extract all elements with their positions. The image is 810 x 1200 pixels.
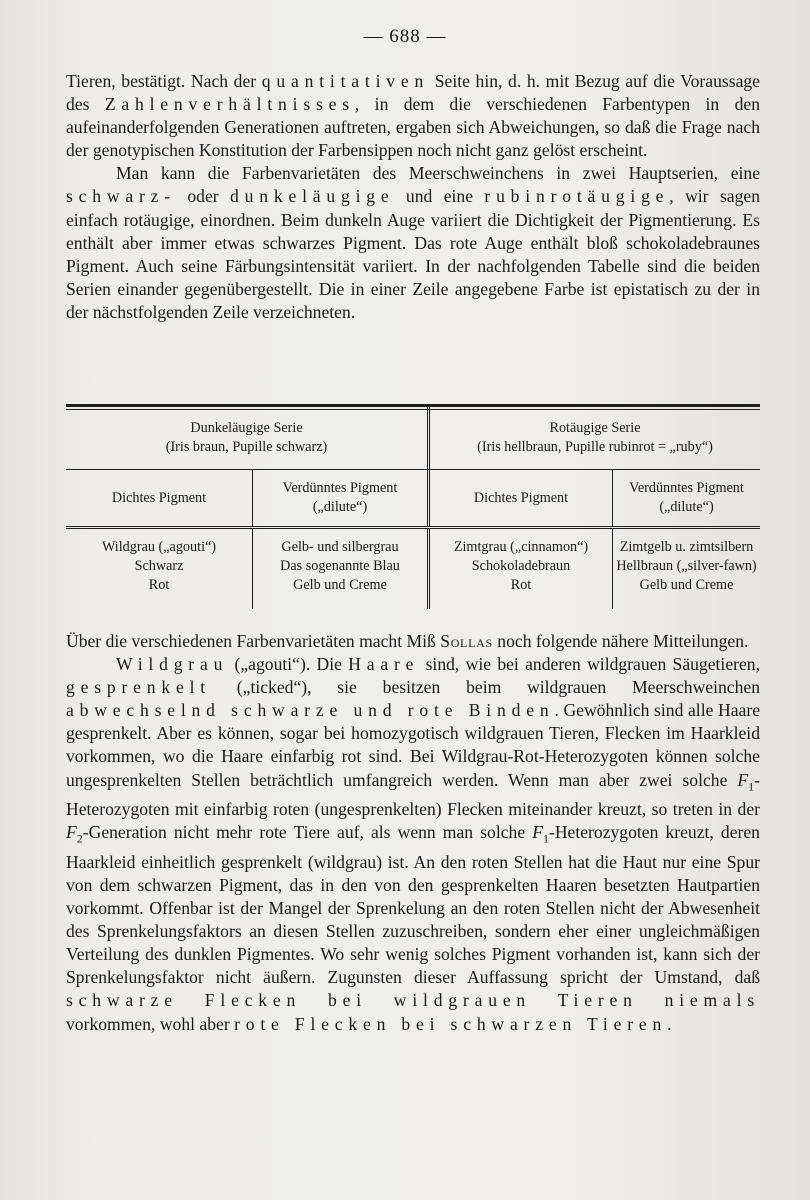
spaced-emphasis: schwarz- — [66, 186, 176, 207]
series-title: Rotäugige Serie — [549, 420, 641, 436]
paragraph — [66, 630, 760, 653]
subscript: 1 — [748, 779, 755, 794]
text-run: vorkommen, wohl aber — [66, 1013, 235, 1034]
spaced-emphasis: abwechselnd schwarze und rote Binden — [66, 700, 555, 721]
spaced-emphasis: schwarze Flecken bei wildgrauen Tieren niemals — [66, 990, 760, 1011]
spaced-emphasis: quantitativen — [261, 71, 430, 91]
text-run: („ticked“), sie besitzen beim wildgrauen Meerschweinchen — [210, 677, 760, 698]
text-run: sind, wie bei anderen wildgrauen Säugetieren, — [419, 654, 760, 675]
color-varieties-table — [66, 404, 760, 609]
column-header: Dichtes Pigment — [430, 470, 613, 526]
text-run: , in dem die verschiedenen Farbentypen in den aufeinanderfolgenden Generationen auftreten, ergaben sich Abweichungen, so daß die Frage nach der genotypischen Konstitution der Farbensippen noch nicht ganz gelöst erscheint. — [66, 94, 761, 161]
spaced-emphasis: rote Flecken bei schwarzen Tieren — [234, 1013, 668, 1034]
spaced-emphasis: dunkeläugige — [230, 186, 395, 207]
table-cell: Zimtgelb u. zimtsilbern Hellbraun („silver-fawn) Gelb und Creme — [616, 539, 757, 593]
text-run: Man kann die Farbenvarietäten des Meerschweinchens in zwei Hauptserien, eine — [116, 163, 760, 184]
table-body-row — [66, 529, 760, 609]
text-run: („agouti“). Die — [228, 654, 349, 675]
text-run: Seite hin, d. h. mit Bezug auf die Voraussage des — [66, 71, 760, 115]
text-run: noch folgende nähere Mitteilungen. — [492, 631, 749, 651]
column-header: Verdünntes Pigment („dilute“) — [629, 480, 744, 515]
spaced-emphasis: gesprenkelt — [66, 677, 211, 698]
table-cell: Wildgrau („agouti“) Schwarz Rot — [66, 529, 253, 609]
paragraph — [66, 653, 760, 1036]
column-header: Verdünntes Pigment („dilute“) — [253, 470, 430, 526]
text-run: Über die verschiedenen Farbenvarietäten macht Miß — [66, 631, 441, 651]
generation-symbol: F — [532, 822, 543, 843]
series-title: Dunkeläugige Serie — [190, 420, 303, 436]
text-run: . — [667, 1013, 672, 1034]
text-run: Tieren, bestätigt. Nach der — [66, 71, 262, 91]
table-cell: Gelb- und silbergrau Das sogenannte Blau Gelb und Creme — [253, 529, 430, 609]
page-number: — 688 — — [363, 26, 447, 47]
spaced-emphasis: Haare — [348, 654, 420, 675]
text-run: und eine — [394, 186, 485, 207]
text-block-top — [66, 70, 760, 324]
table-column-header-row — [66, 470, 760, 529]
spaced-emphasis: Zahlenverhältnisses — [104, 94, 355, 115]
text-block-bottom — [66, 630, 760, 1036]
paragraph — [66, 162, 760, 324]
text-run: . Gewöhnlich sind alle Haare gesprenkelt. Aber es können, sogar bei homozygotisch wildgrauen Tieren, Flecken im Haarkleid vorkommen, wo die Haare einfarbig rot sind. Bei Wildgrau-Rot-Heterozygoten können solche ungesprenkelten Stellen beträchtlich umfangreich werden. Wenn man aber zwei solche — [66, 700, 761, 790]
series-subtitle: (Iris hellbraun, Pupille rubinrot = „ruby“) — [477, 439, 713, 455]
text-run: oder — [175, 186, 231, 207]
table-series-row — [66, 407, 760, 470]
spaced-emphasis: rubinrotäugige — [484, 186, 670, 207]
table-cell: Zimtgrau („cinnamon“) Schokoladebraun Rot — [430, 529, 613, 609]
series-subtitle: (Iris braun, Pupille schwarz) — [165, 439, 328, 455]
column-header: Dichtes Pigment — [66, 470, 253, 526]
text-run: -Heterozygoten mit einfarbig roten (ungesprenkelten) Flecken miteinander kreuzt, so treten in der — [66, 769, 760, 820]
table-series-header-red — [430, 407, 760, 469]
text-run: -Generation nicht mehr rote Tiere auf, als wenn man solche — [82, 822, 533, 843]
text-run: , wir sagen einfach rotäugige, einordnen. Beim dunkeln Auge variiert die Dichtigkeit der Pigmentierung. Es enthält aber immer etwas schwarzes Pigment. Das rote Auge enthält bloß schokoladebraunes Pigment. Auch seine Färbungsintensität variiert. In der nachfolgenden Tabelle sind die beiden Serien einander gegenübergestellt. Die in einer Zeile angegebene Farbe ist epistatisch zu der in der nächstfolgenden Zeile verzeichneten. — [66, 186, 760, 322]
text-run: -Heterozygoten kreuzt, deren Haarkleid einheitlich gesprenkelt (wildgrau) ist. An den roten Stellen hat die Haut nur eine Spur von dem schwarzen Pigment, das in den von den gesprenkelten Haaren besetzten Hautpartien vorkommt. Offenbar ist der Mangel der Sprenkelung an den roten Stellen nicht der Abwesenheit des Sprenkelungsfaktors an diesen Stellen zuzuschreiben, sondern eher einer ungleichmäßigen Verteilung des dunklen Pigmentes. Wo sehr wenig solches Pigment vorhanden ist, kann sich der Sprenkelungsfaktor nicht äußern. Zugunsten dieser Auffassung spricht der Umstand, daß — [66, 822, 760, 988]
generation-symbol: F — [66, 822, 77, 843]
spaced-emphasis: Wildgrau — [116, 654, 229, 675]
generation-symbol: F — [737, 769, 749, 790]
table-series-header-dark — [66, 407, 430, 469]
author-name: Sollas — [440, 631, 493, 651]
subscript: 1 — [542, 831, 549, 846]
subscript: 2 — [76, 831, 83, 846]
paragraph — [66, 70, 760, 162]
